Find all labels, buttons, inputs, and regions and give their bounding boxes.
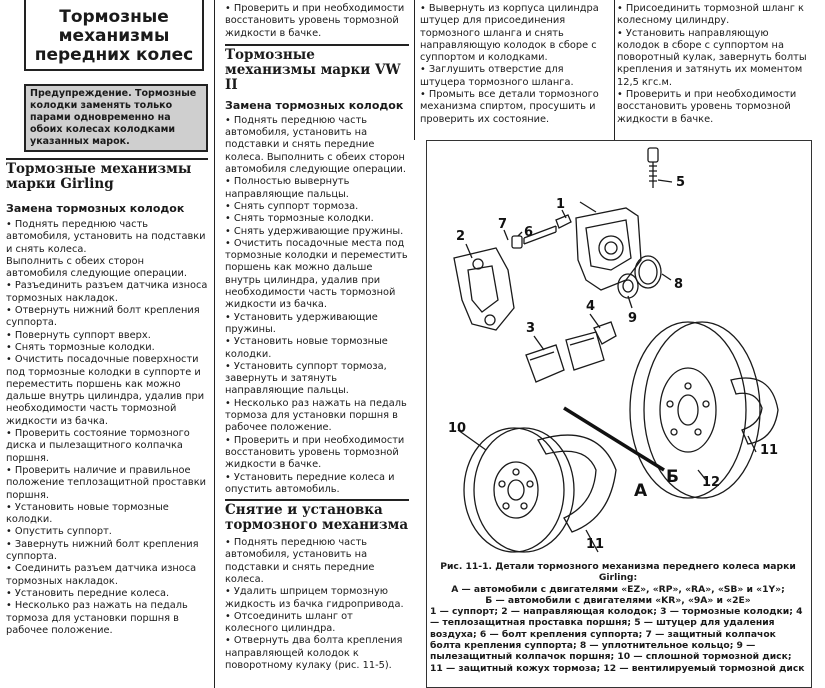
brake-pads: [526, 332, 604, 382]
bleed-screw: [648, 148, 658, 188]
brake-shield: [731, 378, 778, 444]
caption-variant-b: Б — автомобили с двигателями «KR», «9A» и «2E»: [485, 594, 751, 606]
callout-label: 9: [628, 311, 638, 326]
section-rule: [225, 499, 409, 501]
caliper-bolt: [512, 226, 556, 248]
subsection-title-pads: Замена тормозных колодок: [225, 98, 404, 112]
brake-exploded-diagram: [426, 140, 810, 560]
variant-divider: [564, 408, 664, 470]
callout-label: 7: [498, 217, 508, 232]
column-4: [617, 0, 807, 126]
callout-label: 3: [526, 321, 536, 336]
column-divider: [214, 0, 215, 688]
callout-label: 8: [674, 277, 684, 292]
callout-label: 6: [524, 225, 534, 240]
body-text: • Поднять переднюю часть автомобиля, установить на подставки и снять колеса. Выполнить с обеих сторон автомобиля следующие операции. • Разъединить разъем датчика износа тормозных накладок. • Отвернуть нижний болт крепления суппорта. • Повернуть суппорт вверх. • Снять тормозные колодки. • Очистить посадочные поверхности под тормозные колодки в суппорте и переместить поршень как можно дальше внутрь цилиндра, удалив при необходимости часть тормозной жидкости из бачка. • Проверить состояние тормозного диска и пылезащитного колпачка поршня. • Проверить наличие и правильное положение теплозащитной проставки поршня. • Установить новые тормозные колодки. • Опустить суппорт. • Завернуть нижний болт крепления суппорта. • Соединить разъем датчика износа тормозных накладок. • Установить передние колеса. • Несколько раз нажать на педаль тормоза для установки поршня в рабочее положение.: [6, 219, 208, 636]
body-text: • Поднять переднюю часть автомобиля, установить на подставки и снять передние колеса. Выполнить с обеих сторон автомобиля следующие операции. • Полностью вывернуть направляющие пальцы. • Снять суппорт тормоза. • Снять тормозные колодки. • Снять удерживающие пружины. • Очистить посадочные места под тормозные колодки и переместить поршень как можно дальше внутрь цилиндра, удалив при необходимости часть тормозной жидкости из бачка. • Установить удерживающие пружины. • Установить новые тормозные колодки. • Установить суппорт тормоза, завернуть и затянуть направляющие пальцы. • Несколько раз нажать на педаль тормоза для установки поршня в рабочее положение. • Проверить и при необходимости восстановить уровень тормозной жидкости в бачке. • Установить передние колеса и опустить автомобиль.: [225, 114, 408, 495]
section-rule: [6, 158, 208, 160]
caption-parts-list: 1 — суппорт; 2 — направляющая колодок; 3 — тормозные колодки; 4 — теплозащитная проставка поршня; 5 — штуцер для удаления воздуха; 6 — болт крепления суппорта; 7 — защитный колпачок болта крепления суппорта; 8 — уплотнительное кольцо; 9 — пылезащитный колпачок поршня; 10 — сплошной тормозной диск; 11 — защитный кожух тормоза; 12 — вентилируемый тормозной диск: [430, 606, 805, 674]
section-rule: [225, 44, 409, 46]
body-text-intro: • Проверить и при необходимости восстановить уровень тормозной жидкости в бачке.: [225, 3, 405, 39]
callout-label: 5: [676, 175, 686, 190]
column-1: [6, 0, 208, 637]
section-title-removal: Снятие и установка тормозного механизма: [225, 502, 409, 534]
brake-shield: [538, 435, 616, 532]
body-text: • Вывернуть из корпуса цилиндра штуцер для присоединения тормозного шланга и снять направляющую колодок в сборе с суппортом и колодками. • Заглушить отверстие для штуцера тормозного шланга. • Промыть все детали тормозного механизма спиртом, просушить и проверить их состояние.: [420, 3, 599, 125]
section-title-vw: Тормозные механизмы марки VW II: [225, 46, 401, 93]
callout-label: 11: [586, 537, 605, 552]
callout-label: 11: [760, 443, 779, 458]
caption-variant-a: А — автомобили с двигателями «EZ», «RP», «RA», «SB» и «1Y»;: [451, 583, 785, 595]
variant-label-a: А: [634, 481, 648, 501]
caliper: [576, 208, 641, 290]
body-text-removal: • Поднять переднюю часть автомобиля, установить на подставки и снять передние колеса. • Удалить шприцем тормозную жидкость из бачка гидропривода. • Отсоединить шланг от колесного цилиндра. • Отвернуть два болта крепления направляющей колодок к поворотному кулаку (рис. 11-5).: [225, 537, 404, 672]
callout-label: 10: [448, 421, 467, 436]
bolt-cap: [556, 215, 571, 228]
column-divider: [414, 0, 415, 140]
variant-label-b: Б: [666, 467, 679, 487]
subsection-title-pads: Замена тормозных колодок: [6, 202, 185, 215]
callout-label: 12: [702, 475, 721, 490]
column-2: [225, 0, 409, 672]
callout-label: 2: [456, 229, 466, 244]
column-3: [420, 0, 612, 126]
callout-label: 4: [586, 299, 596, 314]
column-divider: [614, 0, 615, 140]
caption-title: Рис. 11-1. Детали тормозного механизма переднего колеса марки Girling:: [440, 561, 796, 584]
warning-box: Предупреждение. Тормозные колодки заменять только парами одновременно на обоих колесах колодками указанных марок.: [24, 84, 208, 152]
body-text: • Присоединить тормозной шланг к колесному цилиндру. • Установить направляющую колодок в сборе с суппортом на поворотный кулак, завернуть болты крепления и затянуть их моментом 12,5 кгс.м. • Проверить и при необходимости восстановить уровень тормозной жидкости в бачке.: [617, 3, 807, 125]
callout-label: 1: [556, 197, 566, 212]
section-title-girling: Тормозные механизмы марки Girling: [6, 161, 192, 192]
ventilated-disc: [630, 322, 760, 498]
pad-carrier: [454, 248, 514, 330]
page-title: Тормозные механизмы передних колес: [24, 0, 204, 71]
figure-caption: [430, 561, 806, 674]
